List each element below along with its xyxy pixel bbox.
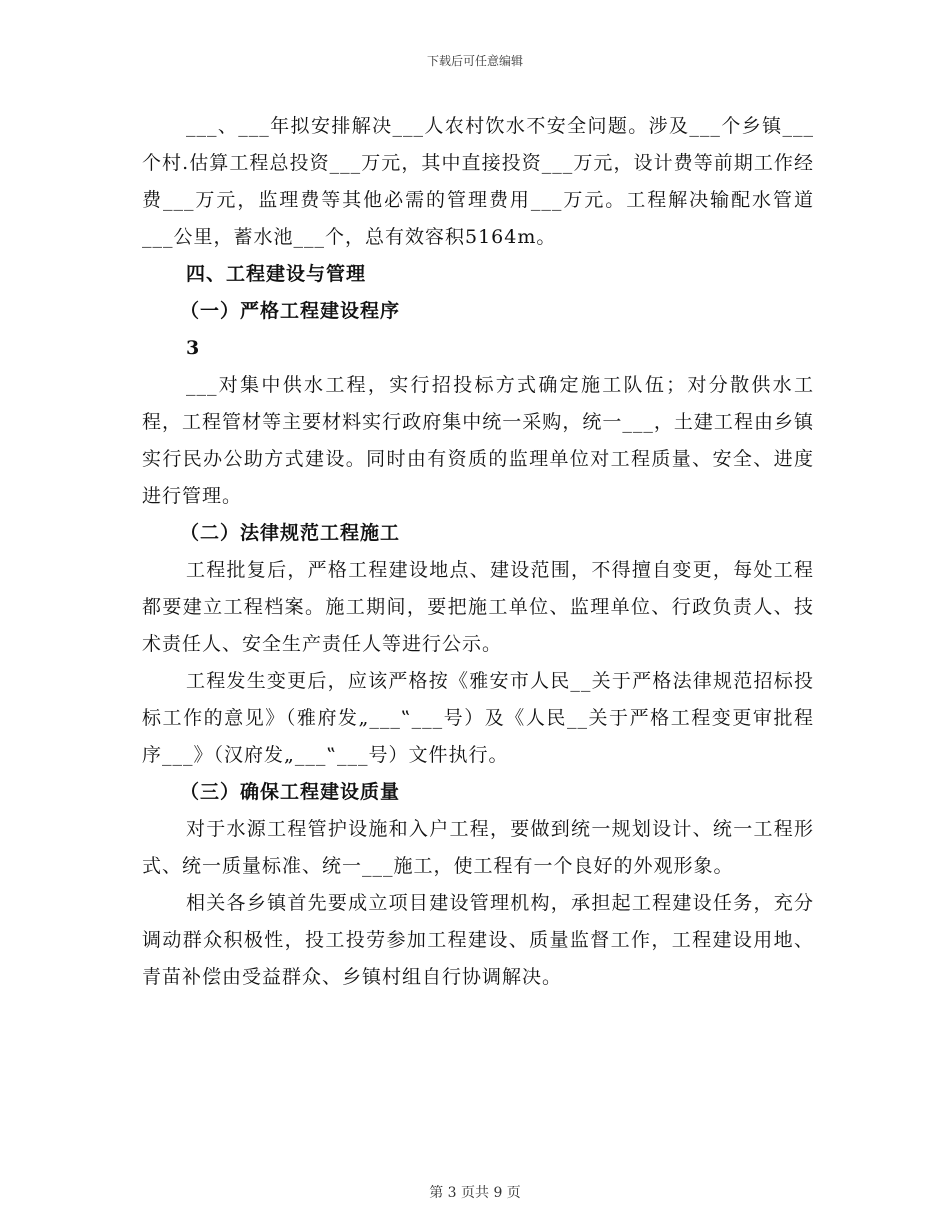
page-footer: 第 3 页共 9 页 xyxy=(429,1185,521,1201)
paragraph-approval: 工程批复后，严格工程建设地点、建设范围，不得擅自变更，每处工程都要建立工程档案。施工期间，要把施工单位、监理单位、行政负责人、技术责任人、安全生产责任人等进行公示。 xyxy=(142,559,814,655)
paragraph-procurement: ___对集中供水工程，实行招投标方式确定施工队伍；对分散供水工程，工程管材等主要材料实行政府集中统一采购，统一___，土建工程由乡镇实行民办公助方式建设。同时由有资质的监理单位对工程质量、安全、进度进行管理。 xyxy=(142,374,814,507)
paragraph-township-responsibility: 相关各乡镇首先要成立项目建设管理机构，承担起工程建设任务，充分调动群众积极性，投工投劳参加工程建设、质量监督工作，工程建设用地、青苗补偿由受益群众、乡镇村组自行协调解决。 xyxy=(142,892,814,988)
subsection-heading-legal-construction: （二）法律规范工程施工 xyxy=(180,522,401,544)
page-header: 下载后可任意编辑 xyxy=(426,54,523,68)
subsection-heading-quality: （三）确保工程建设质量 xyxy=(180,781,401,803)
subsection-heading-construction-procedure: （一）严格工程建设程序 xyxy=(180,300,401,322)
section-heading-construction-management: 四、工程建设与管理 xyxy=(186,263,367,285)
paragraph-funding-summary: ___、___年拟安排解决___人农村饮水不安全问题。涉及___个乡镇___个村.估算工程总投资___万元，其中直接投资___万元，设计费等前期工作经费___万元，监理费等其他必需的管理费用___万元。工程解决输配水管道___公里，蓄水池___个，总有效容积5164m。 xyxy=(142,115,814,248)
item-number: 3 xyxy=(186,337,200,359)
document-body xyxy=(142,108,814,996)
paragraph-unified-standards: 对于水源工程管护设施和入户工程，要做到统一规划设计、统一工程形式、统一质量标准、统一___施工，使工程有一个良好的外观形象。 xyxy=(142,818,814,877)
paragraph-change-approval: 工程发生变更后，应该严格按《雅安市人民__关于严格法律规范招标投标工作的意见》（雅府发„___‟___号）及《人民__关于严格工程变更审批程序___》（汉府发„___‟___号）文件执行。 xyxy=(142,670,814,766)
